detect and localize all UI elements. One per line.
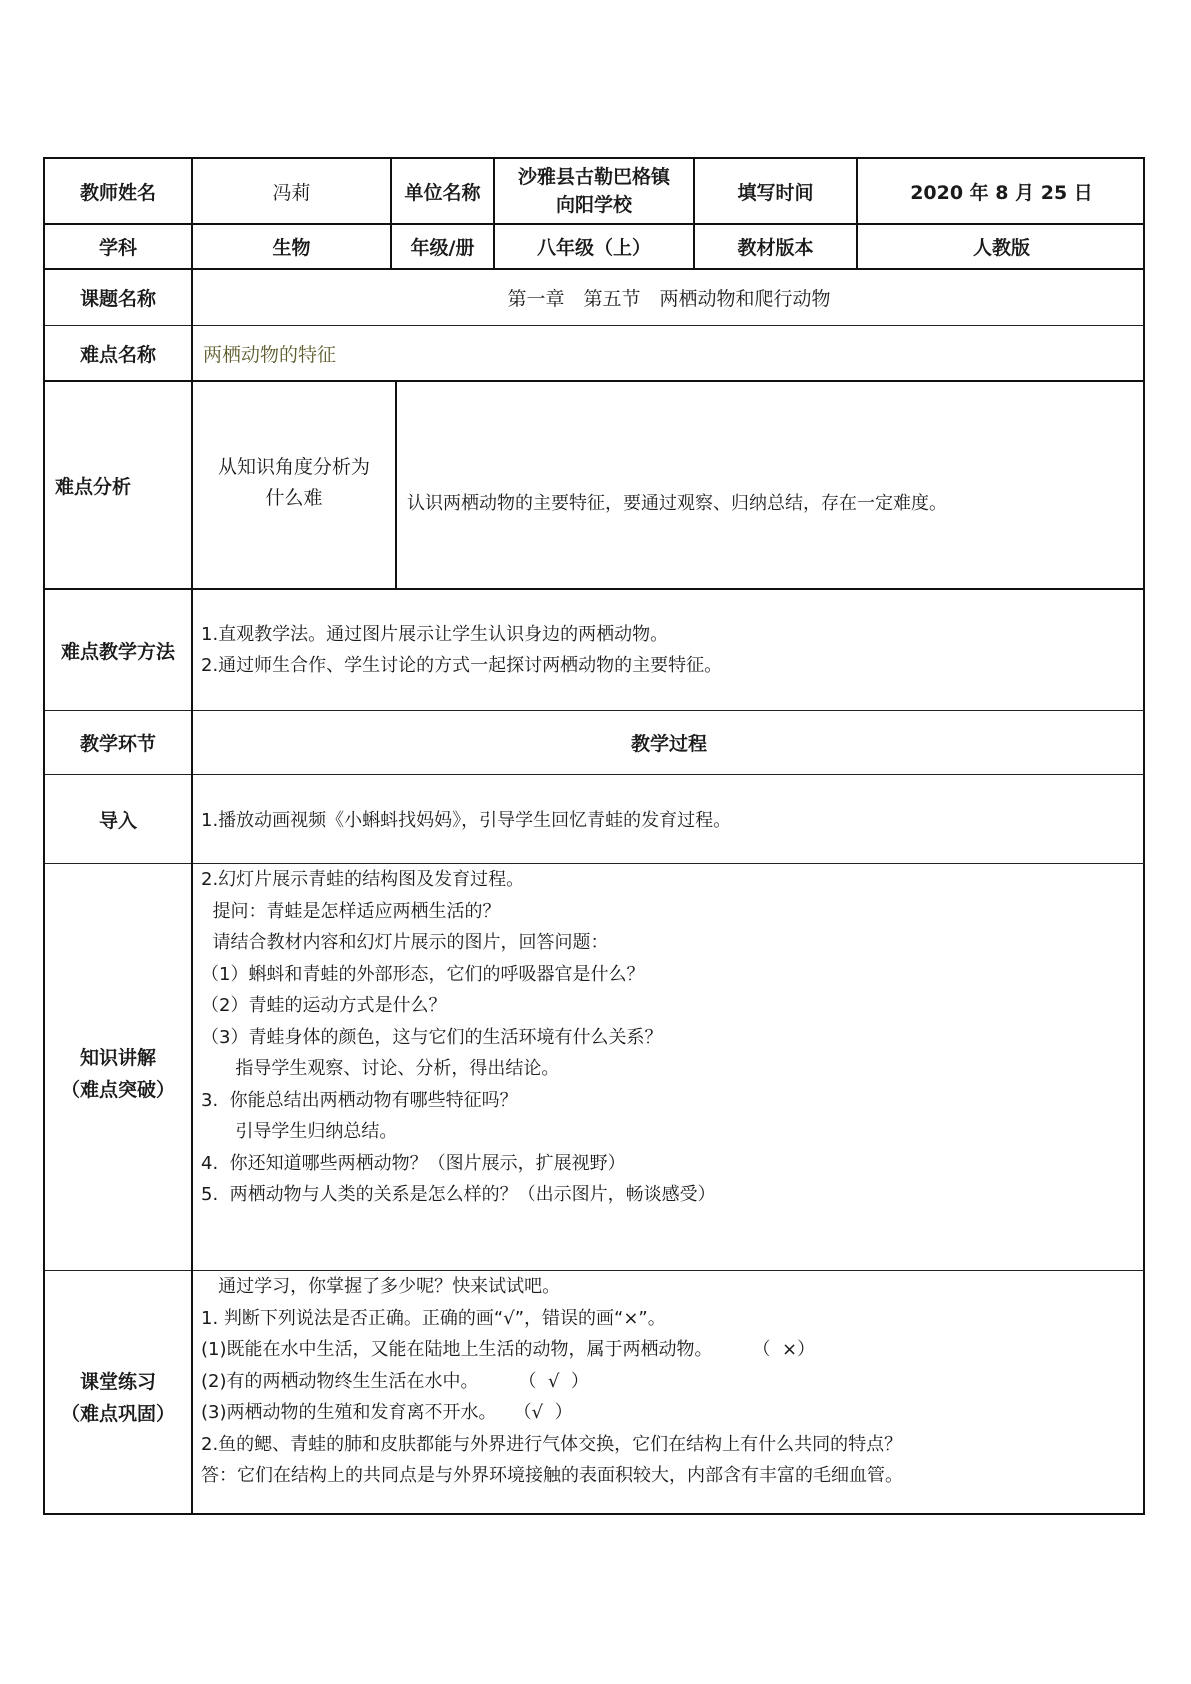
knowledge-label — [45, 864, 191, 1270]
textbook-edition-value: 人教版 — [972, 237, 1030, 259]
unit-name-line: 沙雅县古勒巴格镇 — [517, 166, 670, 188]
content-line: (3)两栖动物的生殖和发育离不开水。 （√ ） — [201, 1402, 573, 1423]
unit-name-label: 单位名称 — [404, 181, 481, 204]
topic-value: 第一章 第五节 两栖动物和爬行动物 — [507, 288, 831, 310]
knowledge-content — [201, 864, 1141, 1211]
lesson-plan-table — [43, 157, 1145, 1515]
difficulty-value: 两栖动物的特征 — [203, 343, 337, 366]
content-line: 引导学生归纳总结。 — [201, 1121, 398, 1142]
fill-date-value: 2020 年 8 月 25 日 — [910, 181, 1093, 204]
content-line: 4. 你还知道哪些两栖动物？（图片展示，扩展视野） — [201, 1152, 626, 1174]
textbook-edition-label: 教材版本 — [737, 237, 814, 259]
teacher-name-value: 冯莉 — [272, 181, 311, 204]
teaching-process-header: 教学过程 — [630, 733, 707, 755]
teaching-stage-label: 教学环节 — [79, 733, 156, 755]
unit-name-line: 向阳学校 — [555, 194, 632, 216]
subject-label: 学科 — [98, 237, 137, 259]
fill-date-label: 填写时间 — [737, 181, 814, 204]
intro-label: 导入 — [98, 809, 137, 832]
knowledge-label-line: （难点突破） — [60, 1079, 175, 1101]
content-line: 5. 两栖动物与人类的关系是怎么样的？（出示图片，畅谈感受） — [201, 1184, 716, 1205]
list-item: 2.通过师生合作、学生讨论的方式一起探讨两栖动物的主要特征。 — [201, 655, 723, 676]
practice-label-line: （难点巩固） — [60, 1403, 175, 1425]
content-line: 答：它们在结构上的共同点是与外界环境接触的表面积较大，内部含有丰富的毛细血管。 — [201, 1465, 903, 1486]
practice-content — [201, 1271, 1141, 1492]
knowledge-label-line: 知识讲解 — [79, 1047, 156, 1069]
content-line: 3. 你能总结出两栖动物有哪些特征吗？ — [201, 1089, 518, 1111]
grade-value: 八年级（上） — [536, 237, 651, 259]
intro-value: 1.播放动画视频《小蝌蚪找妈妈》，引导学生回忆青蛙的发育过程。 — [201, 810, 732, 831]
practice-label — [45, 1271, 191, 1515]
content-line: （3）青蛙身体的颜色，这与它们的生活环境有什么关系？ — [201, 1026, 663, 1048]
content-line: 请结合教材内容和幻灯片展示的图片，回答问题： — [201, 932, 609, 953]
list-item: 1.直观教学法。通过图片展示让学生认识身边的两栖动物。 — [201, 623, 669, 645]
content-line: 指导学生观察、讨论、分析，得出结论。 — [201, 1058, 560, 1079]
teaching-methods-label: 难点教学方法 — [60, 640, 175, 663]
content-line: (2)有的两栖动物终生生活在水中。 （ √ ） — [201, 1370, 589, 1392]
analysis-sub-label-line: 什么难 — [265, 487, 323, 509]
analysis-sub-label — [193, 382, 395, 588]
practice-label-line: 课堂练习 — [79, 1371, 156, 1393]
column-divider — [191, 159, 193, 1515]
unit-name-value — [495, 159, 693, 223]
teacher-name-label: 教师姓名 — [79, 181, 156, 204]
difficulty-label: 难点名称 — [79, 343, 156, 366]
content-line: （1）蝌蚪和青蛙的外部形态，它们的呼吸器官是什么？ — [201, 963, 645, 985]
topic-label: 课题名称 — [79, 288, 156, 310]
content-line: 提问：青蛙是怎样适应两栖生活的？ — [201, 900, 501, 922]
analysis-label: 难点分析 — [55, 475, 132, 498]
content-line: (1)既能在水中生活，又能在陆地上生活的动物，属于两栖动物。 （ ×） — [201, 1339, 816, 1360]
content-line: 2.鱼的鳃、青蛙的肺和皮肤都能与外界进行气体交换，它们在结构上有什么共同的特点？ — [201, 1433, 903, 1455]
analysis-value: 认识两栖动物的主要特征，要通过观察、归纳总结，存在一定难度。 — [407, 493, 947, 514]
content-line: 通过学习，你掌握了多少呢？快来试试吧。 — [201, 1276, 561, 1297]
teaching-methods-list — [201, 590, 1141, 710]
subject-value: 生物 — [272, 237, 311, 259]
analysis-sub-label-line: 从知识角度分析为 — [217, 456, 370, 478]
column-divider — [395, 382, 397, 588]
content-line: 2.幻灯片展示青蛙的结构图及发育过程。 — [201, 869, 525, 890]
grade-label: 年级/册 — [410, 237, 475, 259]
content-line: 1. 判断下列说法是否正确。正确的画“√”，错误的画“×”。 — [201, 1307, 666, 1329]
content-line: （2）青蛙的运动方式是什么？ — [201, 995, 447, 1016]
